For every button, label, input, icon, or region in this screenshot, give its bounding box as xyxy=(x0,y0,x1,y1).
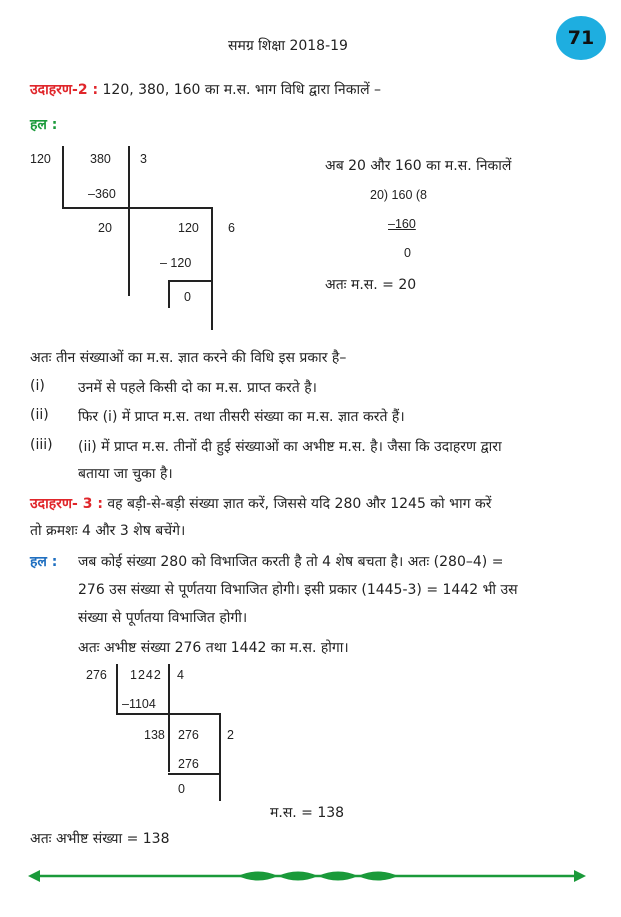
div2-divisor: 276 xyxy=(86,668,107,682)
div1-subtract-2: – 120 xyxy=(160,256,192,270)
method-step-text: फिर (i) में प्राप्त म.स. तथा तीसरी संख्या का म.स. ज्ञात करते हैं। xyxy=(78,409,405,425)
div2-dividend-2: 276 xyxy=(178,728,199,742)
example-2 xyxy=(30,80,381,99)
div1-quotient: 3 xyxy=(140,152,147,166)
example-3-label: उदाहरण- 3 : xyxy=(30,496,103,512)
page-header: समग्र शिक्षा 2018-19 xyxy=(228,38,348,54)
div1-quotient-2: 6 xyxy=(228,221,235,235)
solution-label-3: हल : xyxy=(30,554,58,570)
div1-hline-1 xyxy=(62,207,212,209)
div1-vline-mid xyxy=(128,146,130,296)
div1-vline-short xyxy=(168,280,170,308)
div2-quotient: 4 xyxy=(177,668,184,682)
div1-vline-left xyxy=(62,146,64,208)
div2-subtract: –1104 xyxy=(122,697,156,711)
solution-line: जब कोई संख्या 280 को विभाजित करती है तो 4 शेष बचता है। अतः (280–4) = xyxy=(78,554,504,570)
footer-decoration-arrow xyxy=(28,866,586,886)
div2-hline-2 xyxy=(168,773,220,775)
div2-vline-right xyxy=(219,713,221,801)
div2-dividend: 1242 xyxy=(130,668,162,682)
div2-hline-1 xyxy=(116,713,220,715)
div2-quotient-2: 2 xyxy=(227,728,234,742)
solution-line: अतः अभीष्ट संख्या 276 तथा 1442 का म.स. होगा। xyxy=(78,640,349,656)
side-step-1: 20) 160 (8 xyxy=(370,188,427,202)
div1-hline-2 xyxy=(168,280,212,282)
method-step-num: (i) xyxy=(30,378,45,394)
side-result: अतः म.स. = 20 xyxy=(325,277,417,293)
div1-vline-right xyxy=(211,207,213,330)
div2-vline-left xyxy=(116,664,118,714)
div1-remainder: 0 xyxy=(184,290,191,304)
method-step-text: उनमें से पहले किसी दो का म.स. प्राप्त करते है। xyxy=(78,380,317,396)
div2-vline-mid xyxy=(168,664,170,772)
div1-remainder-divisor: 20 xyxy=(98,221,112,235)
final-answer: अतः अभीष्ट संख्या = 138 xyxy=(30,831,170,847)
method-step-num: (ii) xyxy=(30,407,49,423)
div1-subtract: –360 xyxy=(88,187,116,201)
solution-line: संख्या से पूर्णतया विभाजित होगी। xyxy=(78,610,248,626)
method-step-num: (iii) xyxy=(30,437,53,453)
method-intro: अतः तीन संख्याओं का म.स. ज्ञात करने की विधि इस प्रकार है– xyxy=(30,350,347,366)
example-2-label: उदाहरण-2 : xyxy=(30,82,99,98)
div2-remainder-divisor: 138 xyxy=(144,728,165,742)
example-3 xyxy=(30,494,491,513)
example-2-question: 120, 380, 160 का म.स. भाग विधि द्वारा निकालें – xyxy=(102,82,382,98)
div1-divisor: 120 xyxy=(30,152,51,166)
example-3-question: वह बड़ी-से-बड़ी संख्या ज्ञात करें, जिससे यदि 280 और 1245 को भाग करें xyxy=(107,496,492,512)
example-3-question-cont: तो क्रमशः 4 और 3 शेष बचेंगे। xyxy=(30,523,186,539)
div1-dividend: 380 xyxy=(90,152,111,166)
side-step-2: –160 xyxy=(388,217,416,231)
div1-dividend-2: 120 xyxy=(178,221,199,235)
div2-remainder: 0 xyxy=(178,782,185,796)
solution-label-2: हल : xyxy=(30,117,58,133)
div2-subtract-2: 276 xyxy=(178,757,199,771)
hcf-result: म.स. = 138 xyxy=(270,805,345,821)
method-step-text-cont: बताया जा चुका है। xyxy=(78,466,173,482)
side-intro: अब 20 और 160 का म.स. निकालें xyxy=(325,158,512,174)
page-number-badge: 71 xyxy=(556,16,606,60)
side-step-3: 0 xyxy=(404,246,411,260)
solution-line: 276 उस संख्या से पूर्णतया विभाजित होगी। इसी प्रकार (1445-3) = 1442 भी उस xyxy=(78,582,518,598)
method-step-text: (ii) में प्राप्त म.स. तीनों दी हुई संख्याओं का अभीष्ट म.स. है। जैसा कि उदाहरण द्वारा xyxy=(78,439,502,455)
